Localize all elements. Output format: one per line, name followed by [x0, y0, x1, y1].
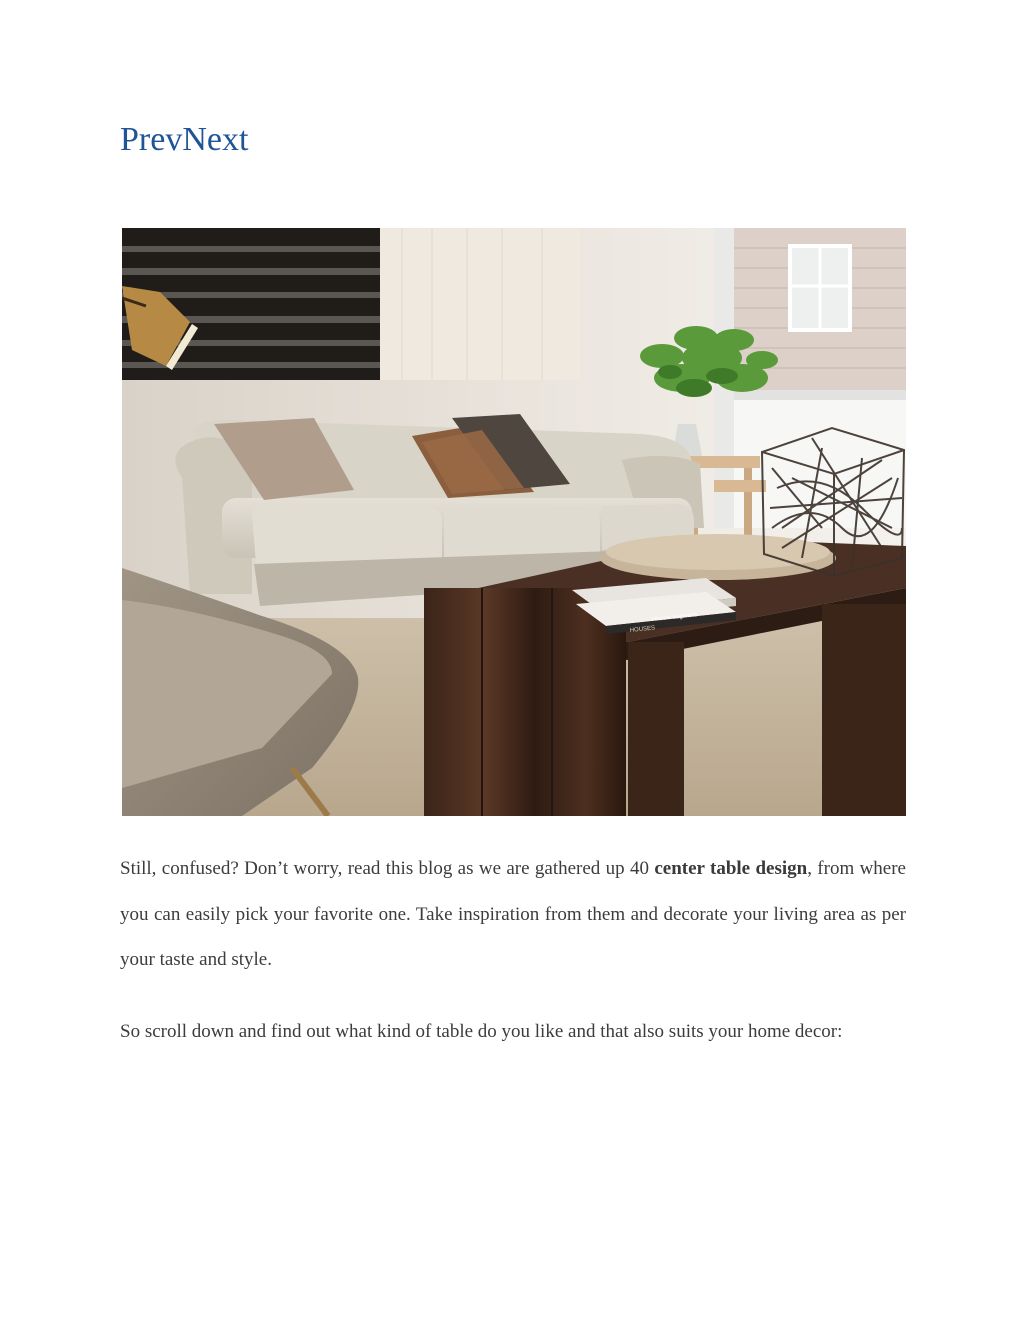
scroll-down-paragraph: So scroll down and find out what kind of table do you like and that also suits your home decor: — [120, 1021, 843, 1042]
book-title-2: HOUSES — [629, 625, 656, 634]
prev-link[interactable]: Prev — [120, 121, 183, 158]
para1-text-end: , from where you can easily pick your favorite one. Take inspiration from them and decorate your living area as per your taste and style. — [120, 858, 906, 970]
next-link[interactable]: Next — [182, 121, 249, 158]
living-room-photo — [122, 228, 906, 816]
para1-text-start: Still, confused? Don’t worry, read this blog as we are gathered up 40 — [120, 858, 655, 879]
intro-paragraph — [120, 846, 906, 983]
prev-next-nav — [120, 118, 248, 162]
book-title-1: Hiroshi Sugimoto — [651, 612, 698, 623]
center-table-design-keyword: center table design — [654, 858, 808, 879]
